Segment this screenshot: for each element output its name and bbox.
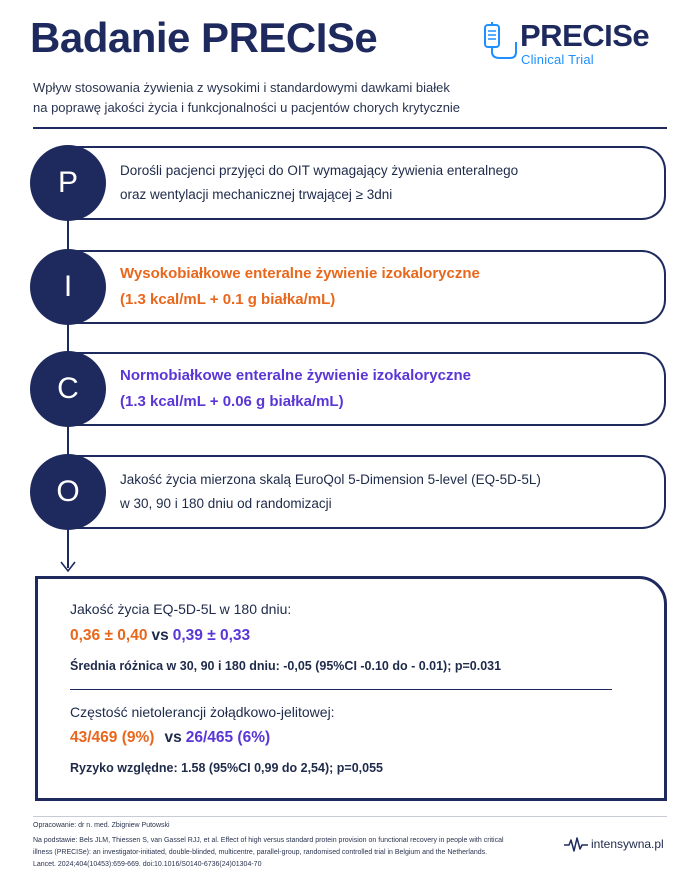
pico-i-line-2: (1.3 kcal/mL + 0.1 g białka/mL) (120, 291, 336, 308)
site-brand (564, 834, 674, 856)
pico-p-line-2: oraz wentylacji mechanicznej trwającej ≥ 3dni (120, 187, 393, 202)
logo-subtitle: Clinical Trial (521, 52, 594, 67)
qol-vs: vs (151, 627, 169, 644)
arrow-down-icon (60, 560, 76, 574)
subtitle-line-1: Wpływ stosowania żywienia z wysokimi i standardowymi dawkami białek (33, 80, 450, 95)
footer-credit: Opracowanie: dr n. med. Zbigniew Putowski (33, 822, 170, 829)
source-line-2: illness (PRECISe): an investigator-initiated, double-blinded, multicentre, parallel-group, randomised controlled trial in Belgium and the Netherlands. (33, 849, 488, 856)
gi-standard-protein-value: 26/465 (6%) (185, 729, 271, 746)
pico-card-o (68, 455, 666, 529)
results-panel (35, 576, 667, 801)
footer-divider (33, 816, 667, 817)
pico-badge-p: P (30, 145, 106, 221)
precise-logo (482, 20, 682, 66)
gi-relative-risk: Ryzyko względne: 1.58 (95%CI 0,99 do 2,54); p=0,055 (70, 761, 383, 775)
pico-o-line-1: Jakość życia mierzona skalą EuroQol 5-Dimension 5-level (EQ-5D-5L) (120, 472, 541, 487)
pico-c-line-1: Normobiałkowe enteralne żywienie izokaloryczne (120, 367, 471, 384)
pico-text-p (120, 148, 518, 218)
pico-badge-i: I (30, 249, 106, 325)
pico-c-line-2: (1.3 kcal/mL + 0.06 g białka/mL) (120, 393, 344, 410)
source-line-1: Na podstawie: Bels JLM, Thiessen S, van Gassel RJJ, et al. Effect of high versus standard protein provision on functional recovery in people with critical (33, 837, 504, 844)
pico-card-i (68, 250, 666, 324)
source-line-3: Lancet. 2024;404(10453):659-669. doi:10.1016/S0140-6736(24)01304-70 (33, 861, 262, 868)
header-divider (33, 127, 667, 129)
site-name: intensywna.pl (591, 837, 664, 851)
footer-source (33, 835, 533, 871)
pico-text-c (120, 354, 471, 424)
qol-mean-difference: Średnia różnica w 30, 90 i 180 dniu: -0,05 (95%CI -0.10 do - 0.01); p=0.031 (70, 659, 502, 673)
gi-intolerance-label: Częstość nietolerancji żołądkowo-jelitowej: (70, 704, 335, 720)
iv-bag-icon (482, 22, 518, 62)
pico-badge-c: C (30, 351, 106, 427)
gi-values (70, 729, 270, 747)
pico-text-o (120, 457, 541, 527)
pico-card-c (68, 352, 666, 426)
page-title: Badanie PRECISe (30, 14, 378, 61)
qol-values (70, 627, 250, 645)
qol-label: Jakość życia EQ-5D-5L w 180 dniu: (70, 601, 292, 617)
logo-wordmark: PRECISe (520, 18, 650, 53)
pico-badge-o: O (30, 454, 106, 530)
pico-text-i (120, 252, 480, 322)
qol-high-protein-value: 0,36 ± 0,40 (70, 627, 148, 644)
page-subtitle (33, 78, 533, 118)
gi-vs: vs (164, 729, 182, 746)
gi-high-protein-value: 43/469 (9%) (70, 729, 155, 746)
subtitle-line-2: na poprawę jakości życia i funkcjonalności u pacjentów chorych krytycznie (33, 100, 461, 115)
pico-o-line-2: w 30, 90 i 180 dniu od randomizacji (120, 496, 332, 511)
pico-card-p (68, 146, 666, 220)
heartbeat-icon (564, 836, 588, 854)
pico-i-line-1: Wysokobiałkowe enteralne żywienie izokaloryczne (120, 265, 480, 282)
results-divider (70, 689, 612, 690)
qol-standard-protein-value: 0,39 ± 0,33 (172, 627, 251, 644)
pico-p-line-1: Dorośli pacjenci przyjęci do OIT wymagający żywienia enteralnego (120, 163, 519, 178)
